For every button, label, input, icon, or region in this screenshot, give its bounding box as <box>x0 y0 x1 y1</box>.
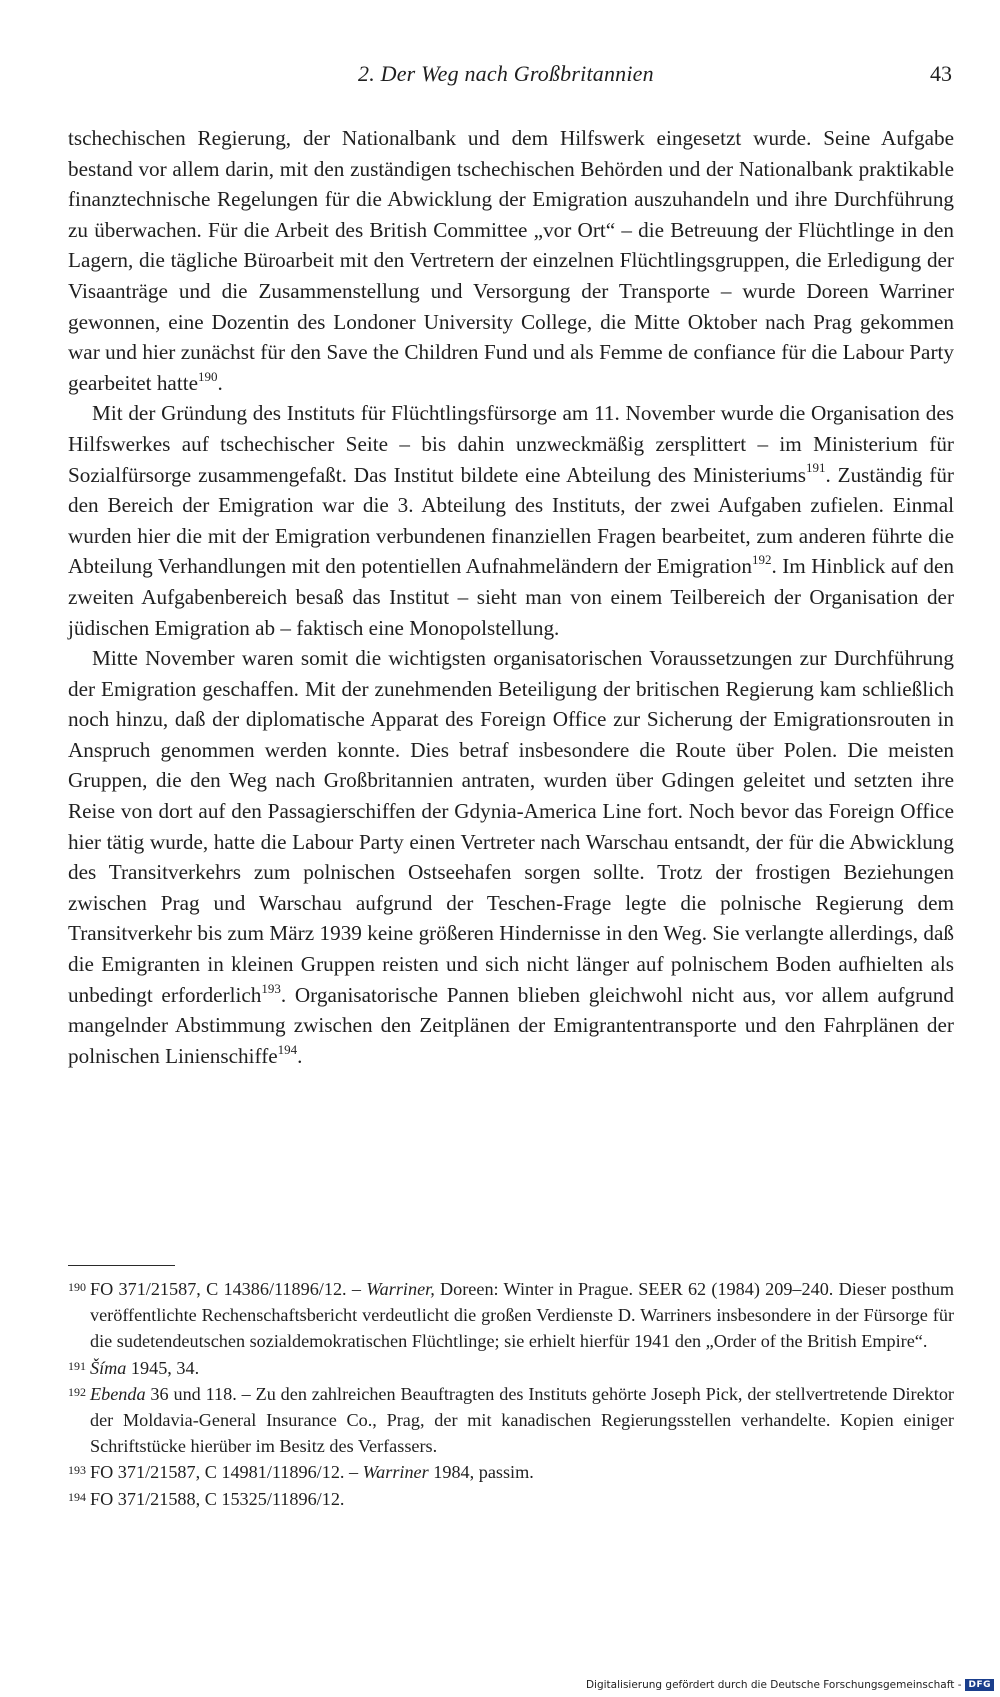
footnote-source: FO 371/21588, C 15325/11896/12. <box>90 1488 345 1509</box>
footnote-body: 1945, 34. <box>126 1357 200 1378</box>
footnote-ref-190[interactable]: 190 <box>198 368 218 384</box>
paragraph-1-text: tschechischen Regierung, der Nationalbank und dem Hilfswerk eingesetzt wurde. Seine Aufgabe bestand vor allem darin, mit den zuständigen tschechischen Behörden und der Nationalbank praktikable finanztechnische Regelungen für die Abwicklung der Emigration auszuhandeln und ihre Durchführung zu überwachen. Für die Arbeit des British Committee „vor Ort“ – die Betreuung der Flüchtlinge in den Lagern, die tägliche Büroarbeit mit den Vertretern der einzelnen Flüchtlingsgruppen, die Erledigung der Visaanträge und die Zusammenstellung und Versorgung der Transporte – wurde Doreen Warriner gewonnen, eine Dozentin des Londoner University College, die Mitte Oktober nach Prag gekommen war und hier zunächst für den Save the Children Fund und als Femme de confiance für die Labour Party gearbeitet hatte <box>68 126 954 395</box>
footnote-text <box>90 1355 954 1381</box>
footnote-source: FO 371/21587, C 14386/11896/12. – <box>90 1279 367 1299</box>
footnote-ref-194[interactable]: 194 <box>277 1041 298 1057</box>
footnote-194 <box>68 1486 954 1512</box>
footnote-number: 190 <box>68 1280 86 1294</box>
footnote-source: FO 371/21587, C 14981/11896/12. – <box>90 1462 363 1483</box>
footnote-author: Warriner, <box>366 1279 435 1299</box>
footnote-number: 193 <box>68 1463 86 1478</box>
footnote-193 <box>68 1459 954 1485</box>
paragraph-3 <box>68 643 954 1071</box>
footnotes <box>68 1276 954 1512</box>
paragraph-2 <box>68 398 954 643</box>
dfg-logo-icon: DFG <box>965 1679 994 1691</box>
paragraph-1-end: . <box>217 370 223 395</box>
paragraph-3-text-b: . Organisatorische Pannen blieben gleichwohl nicht aus, vor allem aufgrund mangelnder Abstimmung zwischen den Zeitplänen der Emigrantentransporte und den Fahrplänen der polnischen Linienschiffe <box>68 982 954 1068</box>
footnote-text <box>90 1381 954 1460</box>
footnote-number: 191 <box>68 1358 86 1373</box>
running-head <box>68 60 952 90</box>
footnote-191 <box>68 1355 954 1381</box>
footnote-body: 1984, passim. <box>428 1462 534 1483</box>
footnote-text <box>90 1459 954 1485</box>
chapter-title: 2. Der Weg nach Großbritannien <box>358 61 654 86</box>
footnote-text <box>90 1276 954 1355</box>
footnote-author: Ebenda <box>90 1383 146 1404</box>
footnote-number: 194 <box>68 1489 86 1504</box>
footnote-ref-191[interactable]: 191 <box>805 460 826 476</box>
footnote-number: 192 <box>68 1384 86 1399</box>
footnote-ref-192[interactable]: 192 <box>751 552 772 568</box>
footnote-author: Šíma <box>90 1357 127 1378</box>
footnote-divider <box>68 1265 175 1266</box>
digitization-credit <box>586 1679 994 1691</box>
footnote-190 <box>68 1276 954 1355</box>
page-number: 43 <box>930 61 952 86</box>
footnote-body: 36 und 118. – Zu den zahlreichen Beauftragten des Instituts gehörte Joseph Pick, der stellvertretende Direktor der Moldavia-General Insurance Co., Prag, der mit kanadischen Regierungsstellen verhandelte. Kopien einiger Schriftstücke hierüber im Besitz des Verfassers. <box>90 1383 954 1457</box>
footnote-author: Warriner <box>362 1462 429 1483</box>
main-text <box>68 123 954 1071</box>
paragraph-3-end: . <box>297 1043 303 1068</box>
footnote-text <box>90 1486 954 1512</box>
paragraph-2-text-c: . Im Hinblick auf den zweiten Aufgabenbereich besaß das Institut – sieht man von einem Teilbereich der Organisation der jüdischen Emigration ab – faktisch eine Monopolstellung. <box>68 554 954 640</box>
paragraph-3-text-a: Mitte November waren somit die wichtigsten organisatorischen Voraussetzungen zur Durchführung der Emigration geschaffen. Mit der zunehmenden Beteiligung der britischen Regierung kam schließlich noch hinzu, daß der diplomatische Apparat des Foreign Office zur Sicherung der Emigrationsrouten in Anspruch genommen werden konnte. Dies betraf insbesondere die Route über Polen. Die meisten Gruppen, die den Weg nach Großbritannien antraten, wurden über Gdingen geleitet und setzten ihre Reise von dort auf den Passagierschiffen der Gdynia-America Line fort. Noch bevor das Foreign Office hier tätig wurde, hatte die Labour Party einen Vertreter nach Warschau entsandt, der für die Abwicklung des Transitverkehrs zum polnischen Ostseehafen sorgen sollte. Trotz der frostigen Beziehungen zwischen Prag und Warschau aufgrund der Teschen-Frage legte die polnische Regierung dem Transitverkehr bis zum März 1939 keine größeren Hindernisse in den Weg. Sie verlangte allerdings, daß die Emigranten in kleinen Gruppen reisten und sich nicht länger auf polnischem Boden aufhielten als unbedingt erforderlich <box>68 646 954 1007</box>
footnote-ref-193[interactable]: 193 <box>261 980 281 996</box>
paragraph-1 <box>68 123 954 398</box>
footnote-body: Doreen: Winter in Prague. SEER 62 (1984) 209–240. Dieser posthum veröffentlichte Rechenschaftsbericht verdeutlicht die großen Verdienste D. Warriners insbesondere in der Fürsorge für die sudetendeutschen sozialdemokratischen Flüchtlinge; sie erhielt hierfür 1941 den „Order of the British Empire“. <box>90 1279 954 1352</box>
paragraph-2-text-b: . Zuständig für den Bereich der Emigration war die 3. Abteilung des Instituts, der zwei Aufgaben zufielen. Einmal wurden hier die mit der Emigration verbundenen finanziellen Fragen bearbeitet, zum anderen führte die Abteilung Verhandlungen mit den potentiellen Aufnahmeländern der Emigration <box>68 462 954 579</box>
footnote-192 <box>68 1381 954 1460</box>
credit-text: Digitalisierung gefördert durch die Deutsche Forschungsgemeinschaft - <box>585 1679 962 1691</box>
paragraph-2-text-a: Mit der Gründung des Instituts für Flüchtlingsfürsorge am 11. November wurde die Organisation des Hilfswerkes auf tschechischer Seite – bis dahin unzweckmäßig zersplittert – im Ministerium für Sozialfürsorge zusammengefaßt. Das Institut bildete eine Abteilung des Ministeriums <box>68 401 954 487</box>
